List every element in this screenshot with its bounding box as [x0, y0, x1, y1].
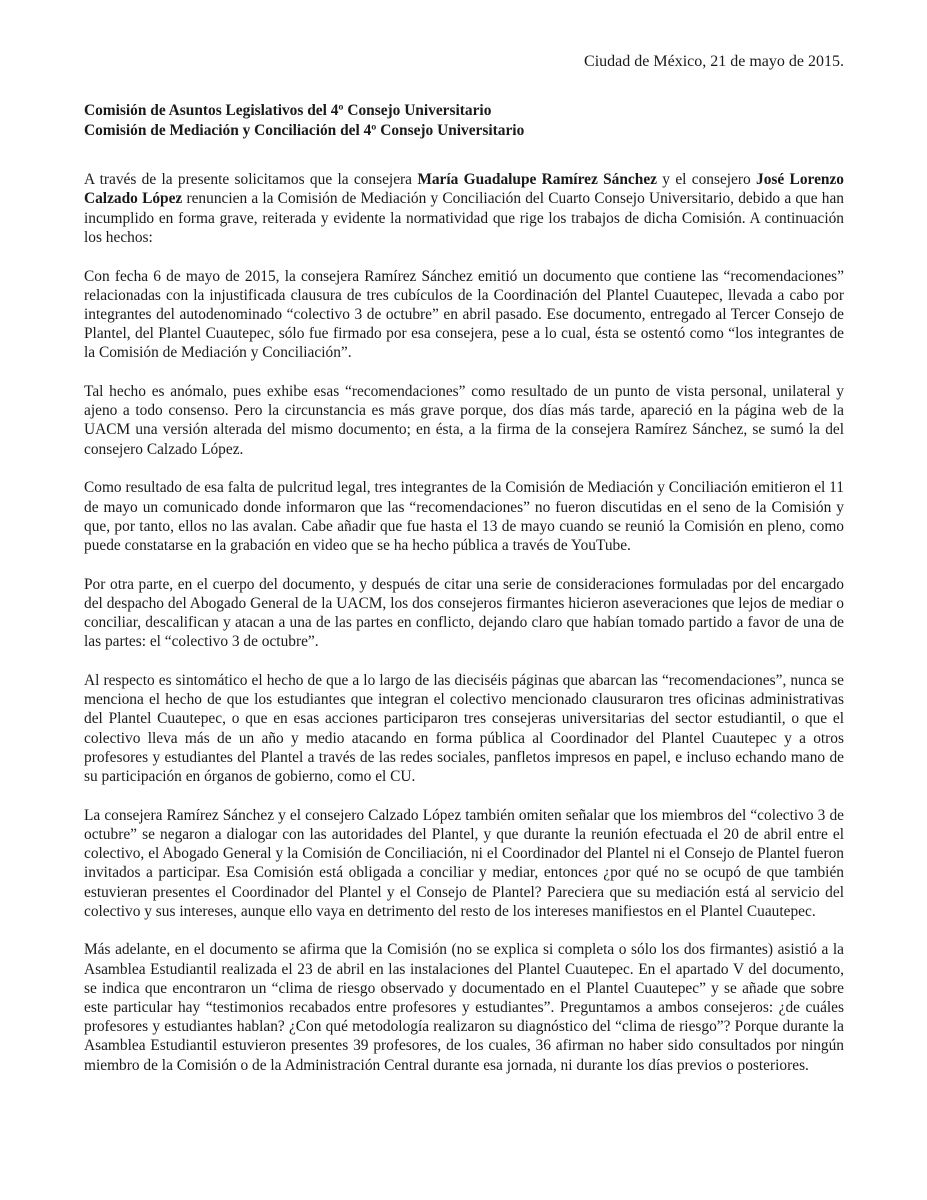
paragraph-text: renuncien a la Comisión de Mediación y Conciliación del Cuarto Consejo Universitario, debido a que han incumplido en forma grave, reiterada y evidente la normatividad que rige los trabajos de dicha Comisión. A continuación los hechos: — [84, 190, 844, 246]
date-line: Ciudad de México, 21 de mayo de 2015. — [584, 53, 844, 70]
paragraph-text: A través de la presente solicitamos que la consejera — [84, 171, 418, 189]
addressee-line: Comisión de Mediación y Conciliación del 4º Consejo Universitario — [84, 121, 525, 139]
paragraph-facts-5: Al respecto es sintomático el hecho de que a lo largo de las dieciséis páginas que abarcan las “recomendaciones”, nunca se menciona el hecho de que los estudiantes que integran el colectivo mencionado clausuraron tres oficinas administrativas del Plantel Cuautepec, o que en esas acciones participaron tres consejeras universitarias del sector estudiantil, o que el colectivo lleva más de un año y medio atacando en forma pública al Coordinador del Plantel Cuautepec y a otros profesores y estudiantes del Plantel a través de las redes sociales, panfletos impresos en papel, e incluso echando mano de su participación en órganos de gobierno, como el CU. — [84, 671, 844, 785]
paragraph-facts-1: Con fecha 6 de mayo de 2015, la consejera Ramírez Sánchez emitió un documento que contiene las “recomendaciones” relacionadas con la injustificada clausura de tres cubículos de la Coordinación del Plantel Cuautepec, llevada a cabo por integrantes del autodenominado “colectivo 3 de octubre” en abril pasado. Ese documento, entregado al Tercer Consejo de Plantel, del Plantel Cuautepec, sólo fue firmado por esa consejera, pese a lo cual, ésta se ostentó como “los integrantes de la Comisión de Mediación y Conciliación”. — [84, 267, 844, 362]
addressee-line: Comisión de Asuntos Legislativos del 4º Consejo Universitario — [84, 102, 492, 120]
paragraph-facts-7: Más adelante, en el documento se afirma que la Comisión (no se explica si completa o sólo los dos firmantes) asistió a la Asamblea Estudiantil realizada el 23 de abril en las instalaciones del Plantel Cuautepec. En el apartado V del documento, se indica que encontraron un “clima de riesgo observado y documentado en el Plantel Cuautepec” y se añade que sobre este particular hay “testimonios recabados entre profesores y estudiantes”. Preguntamos a ambos consejeros: ¿de cuáles profesores y estudiantes hablan? ¿Con qué metodología realizaron su diagnóstico del “clima de riesgo”? Porque durante la Asamblea Estudiantil estuvieron presentes 39 profesores, de los cuales, 36 afirman no haber sido consultados por ningún miembro de la Comisión o de la Administración Central durante esa jornada, ni durante los días previos o posteriores. — [84, 941, 844, 1074]
paragraph-facts-3: Como resultado de esa falta de pulcritud legal, tres integrantes de la Comisión de Mediación y Conciliación emitieron el 11 de mayo un comunicado donde informaron que las “recomendaciones” no fueron discutidas en el seno de la Comisión y que, por tanto, ellos no las avalan. Cabe añadir que fue hasta el 13 de mayo cuando se reunió la Comisión en pleno, como puede constatarse en la grabación en video que se ha hecho pública a través de YouTube. — [84, 479, 844, 554]
paragraph-text: y el consejero — [656, 171, 757, 189]
paragraph-facts-2: Tal hecho es anómalo, pues exhibe esas “recomendaciones” como resultado de un punto de vista personal, unilateral y ajeno a todo consenso. Pero la circunstancia es más grave porque, dos días más tarde, apareció en la página web de la UACM una versión alterada del mismo documento; en ésta, a la firma de la consejera Ramírez Sánchez, se sumó la del consejero Calzado López. — [84, 383, 844, 458]
councillor-name: José Lorenzo Calzado López — [84, 171, 844, 208]
paragraph-facts-6: La consejera Ramírez Sánchez y el consejero Calzado López también omiten señalar que los miembros del “colectivo 3 de octubre” se negaron a dialogar con las autoridades del Plantel, y que durante la reunión efectuada el 20 de abril entre el colectivo, el Abogado General y la Comisión de Conciliación, ni el Coordinador del Plantel ni el Consejo de Plantel fueron invitados a participar. Esa Comisión está obligada a conciliar y mediar, entonces ¿por qué no se ocupó de que también estuvieran presentes el Coordinador del Plantel y el Consejo de Plantel? Pareciera que su mediación está al servicio del colectivo y sus intereses, aunque ello vaya en detrimento del resto de los intereses manifiestos en el Plantel Cuautepec. — [84, 806, 844, 920]
paragraph-facts-4: Por otra parte, en el cuerpo del documento, y después de citar una serie de consideraciones formuladas por del encargado del despacho del Abogado General de la UACM, los dos consejeros firmantes hicieron aseveraciones que lejos de mediar o conciliar, descalifican y atacan a una de las partes en conflicto, dejando claro que habían tomado partido a favor de una de las partes: el “colectivo 3 de octubre”. — [84, 575, 844, 651]
letter-page — [84, 52, 844, 1094]
councillor-name: María Guadalupe Ramírez Sánchez — [417, 171, 657, 189]
paragraph-request — [84, 170, 844, 247]
addressee-block — [84, 101, 844, 140]
